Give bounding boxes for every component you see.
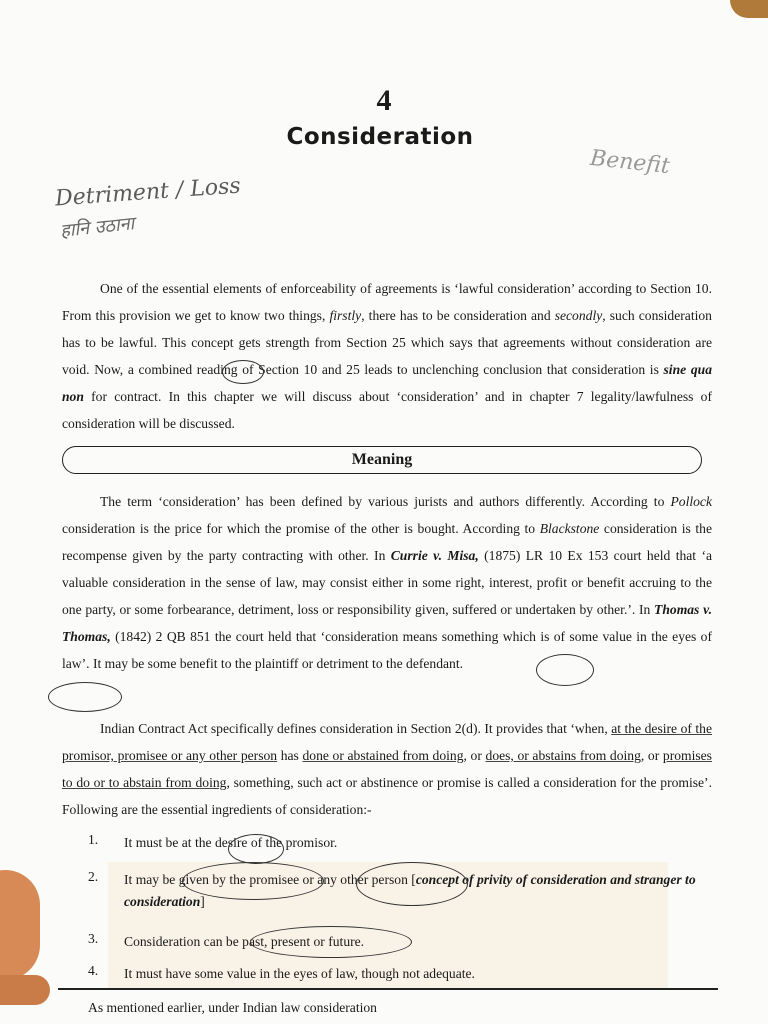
list-item: 1. It must be at the desire of the promisor. xyxy=(88,832,338,850)
meaning-paragraph: The term ‘consideration’ has been defined by various jurists and authors differently. According to Pollock consideration is the price for which the promise of the other is bought. According to Blackstone consideration is the recompense given by the party contracting with other. In Currie v. Misa, (1875) LR 10 Ex 153 court held that ‘a valuable consideration in the sense of law, may consist either in some right, interest, profit or benefit accruing to the one party, or some forbearance, detriment, loss or responsibility given, suffered or undertaken by other.’. In Thomas v. Thomas, (1842) 2 QB 851 the court held that ‘consideration means something which is of some value in the eyes of law’. It may be some benefit to the plaintiff or detriment to the defendant. xyxy=(62,494,713,671)
section-heading-meaning: Meaning xyxy=(62,446,702,474)
intro-paragraph: One of the essential elements of enforceability of agreements is ‘lawful consideration’ according to Section 10. From this provision we get to know two things, firstly, there has to be consideration and secondly, such consideration has to be lawful. This concept gets strength from Section 25 which says that agreements without consideration are void. Now, a combined reading of Section 10 and 25 leads to unclenching conclusion that consideration is sine qua non for contract. In this chapter we will discuss about ‘consideration’ and in chapter 7 legality/lawfulness of consideration will be discussed. xyxy=(62,281,712,431)
pen-circle-mark xyxy=(182,862,324,900)
handwritten-note-left: Detriment / Loss xyxy=(54,173,242,212)
chapter-number: 4 xyxy=(376,84,392,117)
list-item: 2. It may be given by the promisee or any other person [concept of privity of consideration and stranger to consideration] xyxy=(88,869,696,909)
pen-circle-mark xyxy=(48,682,122,712)
pen-circle-mark xyxy=(228,834,284,864)
pen-circle-mark xyxy=(222,360,264,384)
continuing-text: As mentioned earlier, under Indian law consideration xyxy=(88,1000,377,1015)
handwritten-note-left-hindi: हानि उठाना xyxy=(59,213,136,242)
pen-circle-mark xyxy=(536,654,594,686)
pen-circle-mark xyxy=(250,926,412,958)
thumb-image xyxy=(0,870,40,980)
horizontal-rule xyxy=(58,988,718,990)
definition-paragraph: Indian Contract Act specifically defines consideration in Section 2(d). It provides that ‘when, at the desire of the promisor, promisee or any other person has done or abstained from doing, or does, or abstains from doing, or promises to do or to abstain from doing, something, such act or abstinence or promise is called a consideration for the promise’. Following are the essential ingredients of consideration:- xyxy=(62,721,712,817)
finger-image xyxy=(0,975,50,1005)
list-item: 3. Consideration can be past, present or future. xyxy=(88,931,365,949)
page-corner-decoration xyxy=(730,0,768,18)
list-item: 4. It must have some value in the eyes of law, though not adequate. xyxy=(88,963,475,981)
chapter-title: Consideration xyxy=(286,124,474,150)
pen-circle-mark xyxy=(356,862,468,906)
handwritten-note-right: Benefit xyxy=(588,145,671,180)
